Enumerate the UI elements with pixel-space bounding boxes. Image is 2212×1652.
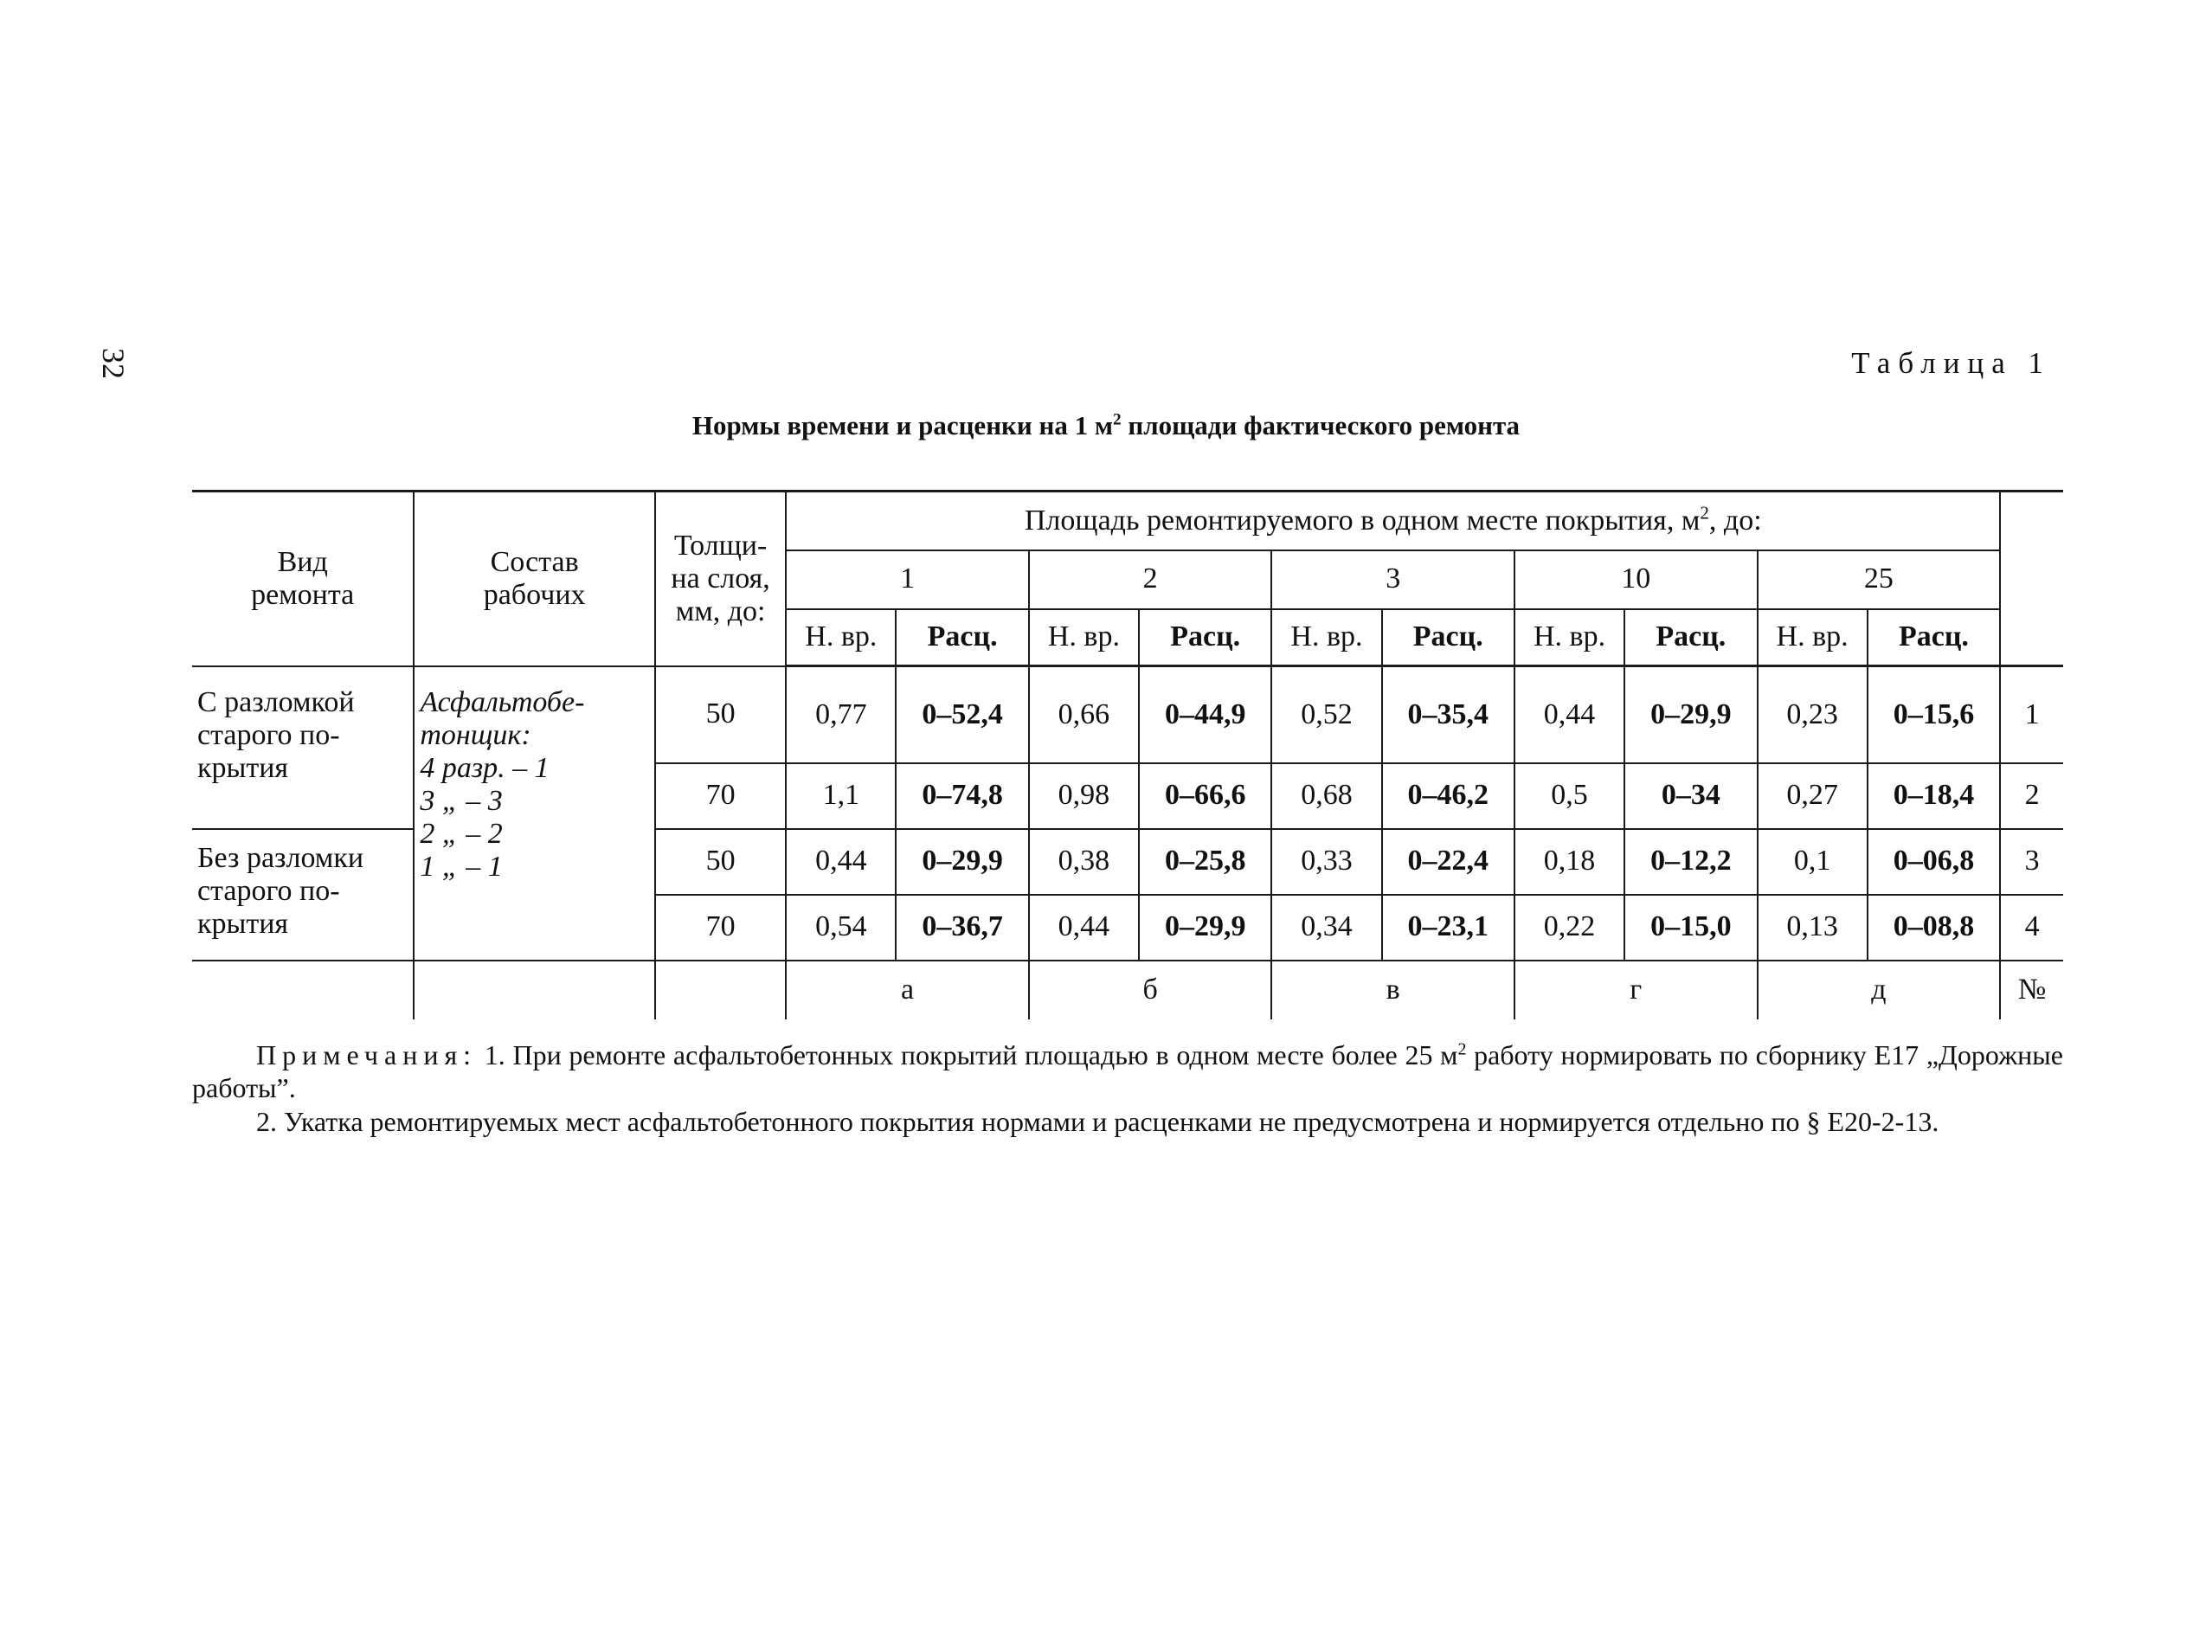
rasc-cell: 0–12,2 [1624,829,1757,895]
thickness-cell: 70 [655,763,786,829]
blank-cell [192,961,414,1019]
header-rasc: Расц. [1382,609,1514,666]
note-1: Примечания: 1. При ремонте асфальтобетонных покрытий площадью в одном месте более 25 $м^2$ работу нормировать по сборнику Е17 „Дорожные работы”. [192,1039,2064,1104]
rasc-cell: 0–29,9 [896,829,1028,895]
rasc-cell: 0–74,8 [896,763,1028,829]
nvr-cell: 1,1 [786,763,896,829]
nvr-cell: 0,44 [786,829,896,895]
header-rasc: Расц. [1139,609,1271,666]
crew-composition: Асфальтобе- тонщик: 4 разр. – 1 3 „ – 3 2 „ – 2 1 „ – 1 [414,666,655,961]
header-nvr: Н. вр. [1029,609,1139,666]
nvr-cell: 0,18 [1514,829,1624,895]
norms-table [192,490,2063,1019]
rasc-cell: 0–15,0 [1624,895,1757,961]
header-nvr: Н. вр. [1271,609,1381,666]
header-area-10: 10 [1514,550,1758,609]
group-name-2: Без разломки старого по- крытия [192,829,414,961]
letters-row [192,961,2063,1019]
rasc-cell: 0–52,4 [896,666,1028,763]
header-tolshchina: Толщи- на слоя, мм, до: [655,492,786,666]
thickness-cell: 50 [655,666,786,763]
header-sostav: Состав рабочих [414,492,655,666]
table-label: Таблица 1 [1851,346,2051,380]
col-letter-a: а [786,961,1029,1019]
thickness-cell: 50 [655,829,786,895]
nvr-cell: 0,98 [1029,763,1139,829]
rasc-cell: 0–25,8 [1139,829,1271,895]
header-area-3: 3 [1271,550,1514,609]
header-vid: Вид ремонта [192,492,414,666]
row-number: 3 [2000,829,2063,895]
col-letter-d: д [1758,961,2001,1019]
nvr-cell: 0,52 [1271,666,1381,763]
rasc-cell: 0–22,4 [1382,829,1514,895]
header-rasc: Расц. [1624,609,1757,666]
header-area-25: 25 [1758,550,2001,609]
page-title: Нормы времени и расценки на 1 $м^2$ площади фактического ремонта [691,410,1521,440]
note-2: 2. Укатка ремонтируемых мест асфальтобетонного покрытия нормами и расценками не предусмотрена и нормируется отдельно по § Е20-2-13. [256,1105,1939,1137]
nvr-cell: 0,1 [1758,829,1868,895]
nvr-cell: 0,5 [1514,763,1624,829]
row-number: 2 [2000,763,2063,829]
rasc-cell: 0–35,4 [1382,666,1514,763]
blank-cell [414,961,655,1019]
nvr-cell: 0,44 [1514,666,1624,763]
nvr-cell: 0,54 [786,895,896,961]
rasc-cell: 0–08,8 [1868,895,2001,961]
nvr-cell: 0,23 [1758,666,1868,763]
page-number: 32 [96,348,131,379]
nvr-cell: 0,44 [1029,895,1139,961]
header-rasc: Расц. [1868,609,2001,666]
header-rasc: Расц. [896,609,1028,666]
nvr-cell: 0,77 [786,666,896,763]
nvr-cell: 0,34 [1271,895,1381,961]
rasc-cell: 0–06,8 [1868,829,2001,895]
header-nvr: Н. вр. [1514,609,1624,666]
header-area-caption: Площадь ремонтируемого в одном месте покрытия, $м^2$, до: [786,492,2000,550]
header-nvr: Н. вр. [1758,609,1868,666]
rasc-cell: 0–46,2 [1382,763,1514,829]
nvr-cell: 0,33 [1271,829,1381,895]
row-number: 4 [2000,895,2063,961]
header-nvr: Н. вр. [786,609,896,666]
rasc-cell: 0–15,6 [1868,666,2001,763]
rasc-cell: 0–44,9 [1139,666,1271,763]
header-area-2: 2 [1029,550,1272,609]
nvr-cell: 0,13 [1758,895,1868,961]
group-name-1: С разломкой старого по- крытия [192,666,414,829]
nvr-cell: 0,66 [1029,666,1139,763]
notes [192,1038,2063,1138]
rasc-cell: 0–66,6 [1139,763,1271,829]
col-letter-v: в [1271,961,1514,1019]
nvr-cell: 0,38 [1029,829,1139,895]
rasc-cell: 0–34 [1624,763,1757,829]
header-blank [2000,492,2063,666]
rasc-cell: 0–23,1 [1382,895,1514,961]
nvr-cell: 0,68 [1271,763,1381,829]
col-letter-b: б [1029,961,1272,1019]
nvr-cell: 0,27 [1758,763,1868,829]
rasc-cell: 0–29,9 [1624,666,1757,763]
thickness-cell: 70 [655,895,786,961]
rasc-cell: 0–18,4 [1868,763,2001,829]
header-area-1: 1 [786,550,1029,609]
nvr-cell: 0,22 [1514,895,1624,961]
row-number: 1 [2000,666,2063,763]
blank-cell [655,961,786,1019]
num-sign: № [2000,961,2063,1019]
table-row [192,666,2063,763]
rasc-cell: 0–36,7 [896,895,1028,961]
col-letter-g: г [1514,961,1758,1019]
rasc-cell: 0–29,9 [1139,895,1271,961]
